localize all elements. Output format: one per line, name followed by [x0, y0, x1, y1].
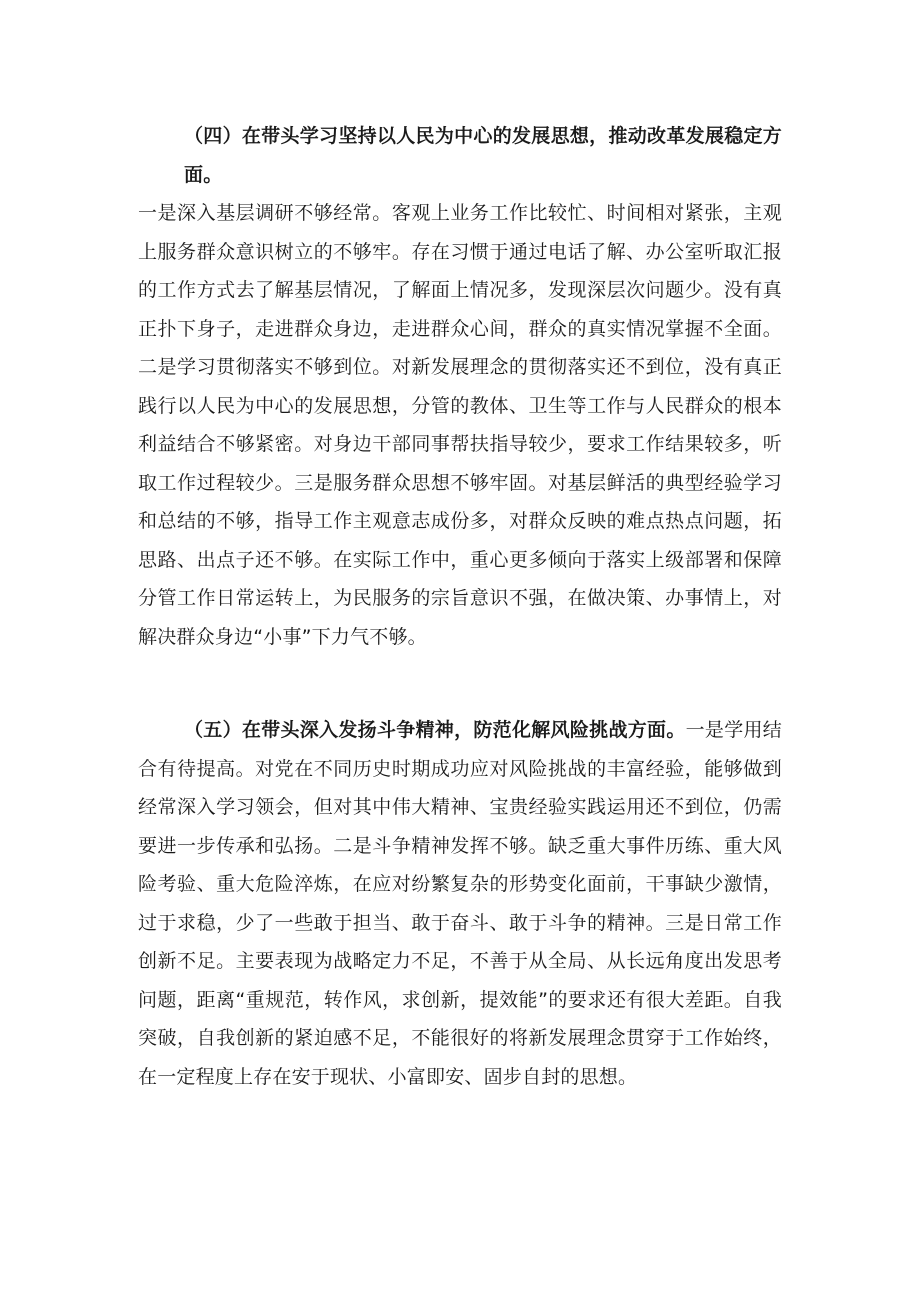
section-five-heading: （五）在带头深入发扬斗争精神，防范化解风险挑战方面。 [184, 719, 686, 741]
section-four-body: 一是深入基层调研不够经常。客观上业务工作比较忙、时间相对紧张，主观上服务群众意识树立的不够牢。存在习惯于通过电话了解、办公室听取汇报的工作方式去了解基层情况，了解面上情况多，发现深层次问题少。没有真正扑下身子，走进群众身边，走进群众心间，群众的真实情况掌握不全面。二是学习贯彻落实不够到位。对新发展理念的贯彻落实还不到位，没有真正践行以人民为中心的发展思想，分管的教体、卫生等工作与人民群众的根本利益结合不够紧密。对身边干部同事帮扶指导较少，要求工作结果较多，听取工作过程较少。三是服务群众思想不够牢固。对基层鲜活的典型经验学习和总结的不够，指导工作主观意志成份多，对群众反映的难点热点问题，拓思路、出点子还不够。在实际工作中，重心更多倾向于落实上级部署和保障分管工作日常运转上，为民服务的宗旨意识不强，在做决策、办事情上，对解决群众身边“小事”下力气不够。 [138, 202, 782, 648]
section-five [138, 711, 782, 1096]
section-four [138, 117, 782, 656]
section-four-heading: （四）在带头学习坚持以人民为中心的发展思想，推动改革发展稳定方面。 [184, 125, 782, 186]
section-five-body: 一是学用结合有待提高。对党在不同历史时期成功应对风险挑战的丰富经验，能够做到经常深入学习领会，但对其中伟大精神、宝贵经验实践运用还不到位，仍需要进一步传承和弘扬。二是斗争精神发挥不够。缺乏重大事件历练、重大风险考验、重大危险淬炼，在应对纷繁复杂的形势变化面前，干事缺少激情，过于求稳，少了一些敢于担当、敢于奋斗、敢于斗争的精神。三是日常工作创新不足。主要表现为战略定力不足，不善于从全局、从长远角度出发思考问题，距离“重规范，转作风，求创新，提效能”的要求还有很大差距。自我突破，自我创新的紧迫感不足，不能很好的将新发展理念贯穿于工作始终，在一定程度上存在安于现状、小富即安、固步自封的思想。 [138, 719, 782, 1088]
